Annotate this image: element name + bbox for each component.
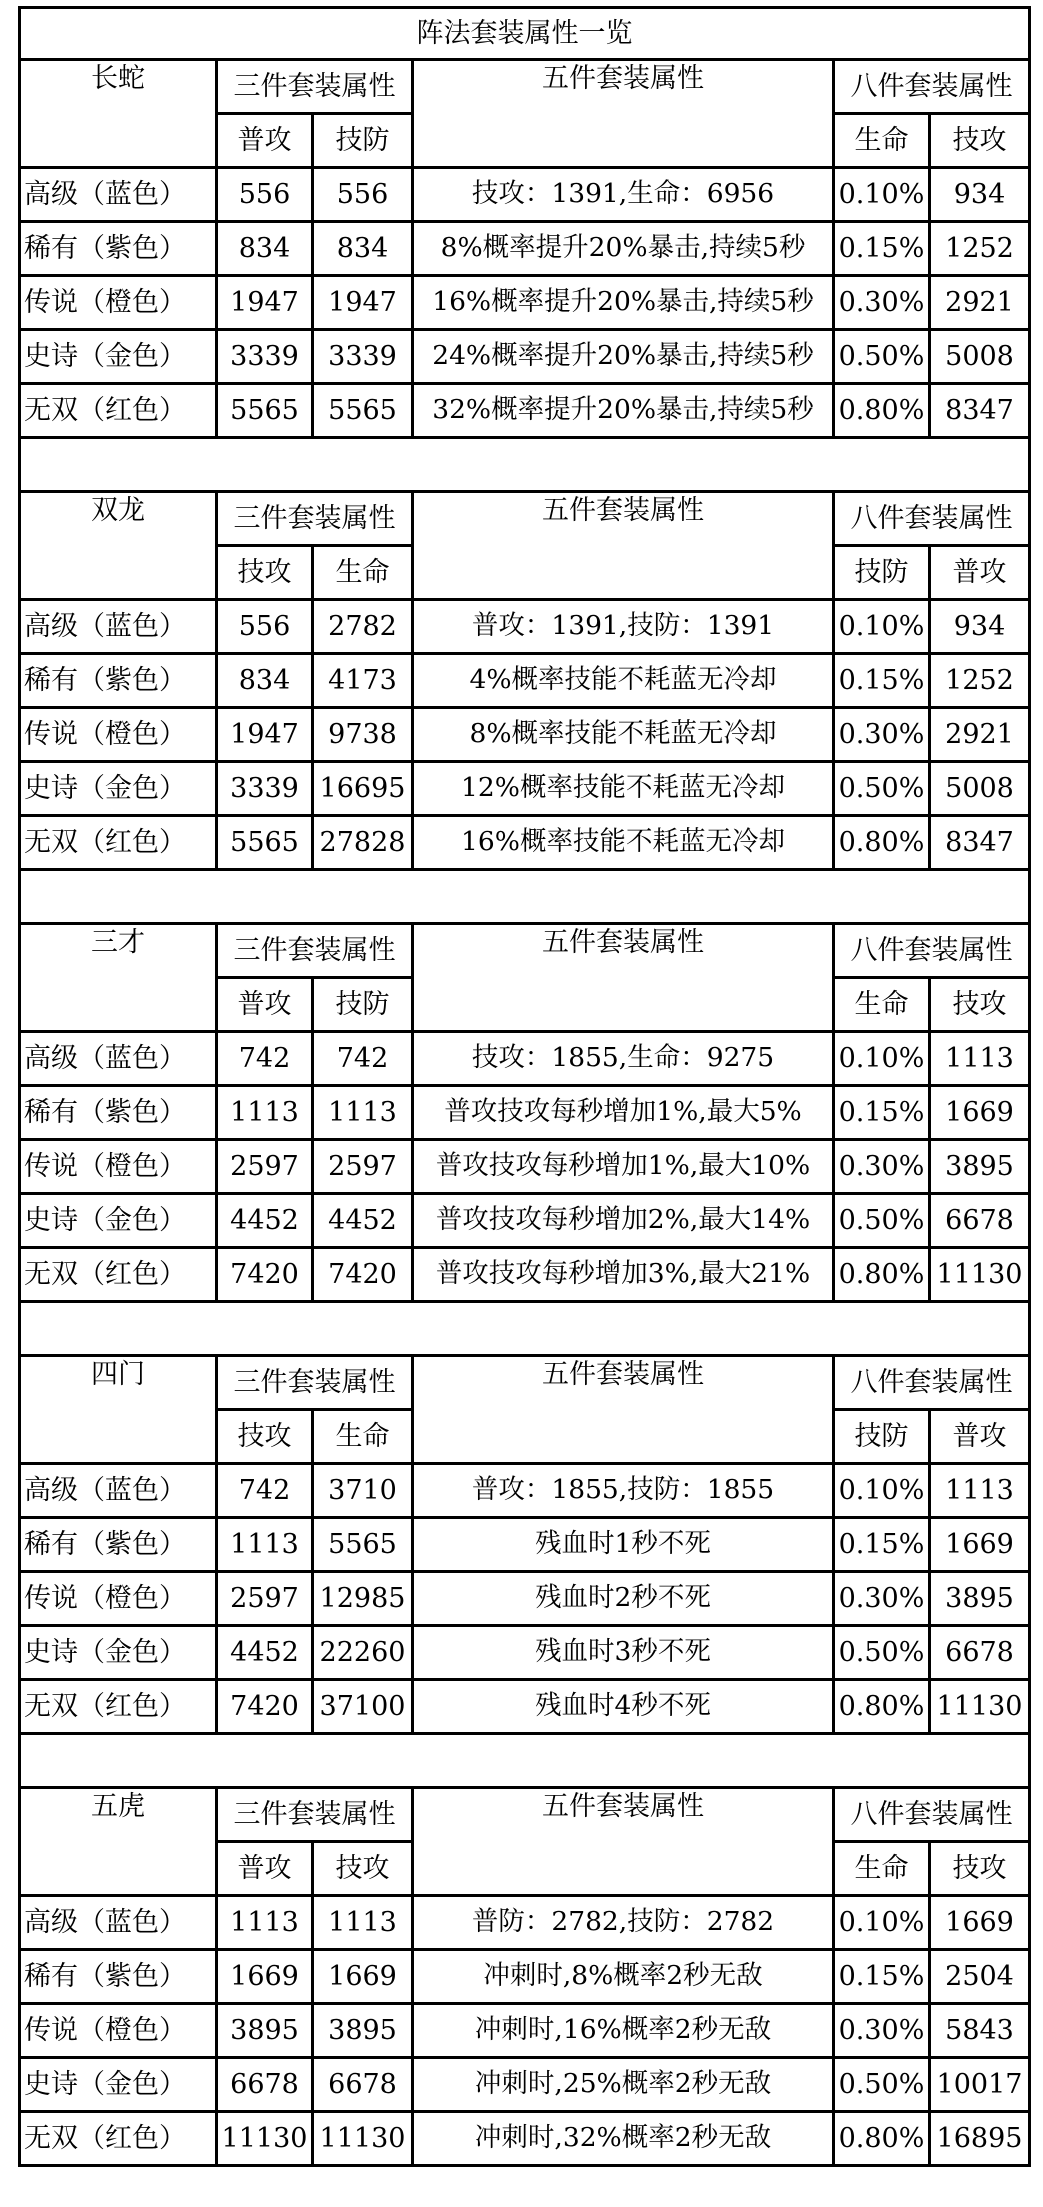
tier-label: 传说（橙色） [20,708,217,762]
three-stat-value-2: 3339 [313,330,413,384]
three-stat-label-1: 技攻 [217,1410,313,1464]
eight-piece-header: 八件套装属性 [834,492,1030,546]
three-stat-value-1: 1947 [217,276,313,330]
three-stat-value-2: 1947 [313,276,413,330]
eight-stat-label-1: 技防 [834,546,930,600]
eight-stat-label-2: 技攻 [930,978,1030,1032]
set-name: 长蛇 [20,60,217,168]
eight-stat-value-1: 0.30% [834,708,930,762]
tier-label: 稀有（紫色） [20,1950,217,2004]
tier-label: 传说（橙色） [20,276,217,330]
five-piece-effect: 普攻技攻每秒增加3%,最大21% [413,1248,834,1302]
five-piece-header: 五件套装属性 [413,492,834,600]
five-piece-effect: 残血时4秒不死 [413,1680,834,1734]
three-stat-value-2: 2782 [313,600,413,654]
eight-stat-value-2: 6678 [930,1626,1030,1680]
five-piece-effect: 普攻技攻每秒增加1%,最大5% [413,1086,834,1140]
three-stat-value-2: 3710 [313,1464,413,1518]
three-stat-value-2: 11130 [313,2112,413,2166]
eight-stat-value-2: 2921 [930,708,1030,762]
five-piece-header: 五件套装属性 [413,1356,834,1464]
three-stat-value-1: 556 [217,168,313,222]
eight-stat-value-1: 0.10% [834,1032,930,1086]
spacer-cell [20,438,1030,492]
three-stat-value-1: 1669 [217,1950,313,2004]
eight-stat-value-1: 0.30% [834,1140,930,1194]
five-piece-effect: 12%概率技能不耗蓝无冷却 [413,762,834,816]
five-piece-effect: 8%概率提升20%暴击,持续5秒 [413,222,834,276]
tier-label: 高级（蓝色） [20,1032,217,1086]
table-row [20,384,1030,438]
eight-stat-label-2: 技攻 [930,114,1030,168]
three-stat-label-1: 普攻 [217,1842,313,1896]
eight-piece-header: 八件套装属性 [834,1788,1030,1842]
eight-stat-value-1: 0.80% [834,816,930,870]
eight-stat-value-2: 6678 [930,1194,1030,1248]
three-stat-label-2: 技防 [313,114,413,168]
eight-stat-value-2: 1669 [930,1086,1030,1140]
eight-piece-header: 八件套装属性 [834,60,1030,114]
table-row [20,1032,1030,1086]
three-stat-value-2: 1113 [313,1896,413,1950]
eight-stat-value-2: 1669 [930,1518,1030,1572]
three-stat-value-1: 742 [217,1464,313,1518]
table-row [20,1140,1030,1194]
three-stat-value-1: 1113 [217,1896,313,1950]
five-piece-effect: 普攻：1855,技防：1855 [413,1464,834,1518]
set-header-row [20,924,1030,978]
eight-stat-label-2: 普攻 [930,1410,1030,1464]
three-stat-label-2: 技攻 [313,1842,413,1896]
spacer-cell [20,1734,1030,1788]
title-row [20,8,1030,60]
three-piece-header: 三件套装属性 [217,1356,413,1410]
table-title: 阵法套装属性一览 [20,8,1030,60]
eight-stat-value-1: 0.10% [834,1896,930,1950]
set-header-row [20,492,1030,546]
five-piece-effect: 冲刺时,8%概率2秒无敌 [413,1950,834,2004]
table-row [20,2004,1030,2058]
tier-label: 史诗（金色） [20,762,217,816]
table-row [20,816,1030,870]
three-stat-value-2: 1113 [313,1086,413,1140]
block-spacer [20,870,1030,924]
table-row [20,276,1030,330]
five-piece-effect: 16%概率提升20%暴击,持续5秒 [413,276,834,330]
five-piece-effect: 32%概率提升20%暴击,持续5秒 [413,384,834,438]
eight-stat-value-1: 0.50% [834,1194,930,1248]
set-name: 五虎 [20,1788,217,1896]
table-row [20,168,1030,222]
table-row [20,2112,1030,2166]
set-name: 四门 [20,1356,217,1464]
five-piece-effect: 普攻技攻每秒增加2%,最大14% [413,1194,834,1248]
three-stat-label-2: 技防 [313,978,413,1032]
three-stat-value-1: 7420 [217,1248,313,1302]
three-stat-label-1: 普攻 [217,114,313,168]
three-stat-value-2: 834 [313,222,413,276]
block-spacer [20,1734,1030,1788]
three-stat-value-1: 2597 [217,1572,313,1626]
eight-stat-value-1: 0.80% [834,1248,930,1302]
eight-stat-value-2: 1113 [930,1464,1030,1518]
three-stat-value-2: 2597 [313,1140,413,1194]
tier-label: 传说（橙色） [20,2004,217,2058]
eight-stat-value-2: 11130 [930,1680,1030,1734]
three-stat-value-2: 27828 [313,816,413,870]
three-stat-value-2: 12985 [313,1572,413,1626]
five-piece-effect: 残血时2秒不死 [413,1572,834,1626]
table-row [20,222,1030,276]
five-piece-effect: 4%概率技能不耗蓝无冷却 [413,654,834,708]
three-stat-value-1: 742 [217,1032,313,1086]
set-name: 三才 [20,924,217,1032]
eight-stat-value-1: 0.80% [834,2112,930,2166]
three-piece-header: 三件套装属性 [217,924,413,978]
eight-stat-value-1: 0.30% [834,1572,930,1626]
eight-stat-value-2: 934 [930,168,1030,222]
eight-stat-value-1: 0.30% [834,276,930,330]
three-stat-value-2: 7420 [313,1248,413,1302]
eight-stat-value-2: 1252 [930,222,1030,276]
eight-stat-value-1: 0.80% [834,1680,930,1734]
eight-stat-value-1: 0.50% [834,330,930,384]
eight-stat-value-1: 0.15% [834,222,930,276]
eight-stat-value-2: 10017 [930,2058,1030,2112]
set-header-row [20,60,1030,114]
eight-stat-value-2: 5843 [930,2004,1030,2058]
three-stat-value-1: 5565 [217,816,313,870]
three-stat-value-1: 834 [217,222,313,276]
set-header-row [20,1788,1030,1842]
three-piece-header: 三件套装属性 [217,492,413,546]
tier-label: 稀有（紫色） [20,1086,217,1140]
five-piece-effect: 普防：2782,技防：2782 [413,1896,834,1950]
eight-stat-value-2: 3895 [930,1140,1030,1194]
eight-stat-label-2: 普攻 [930,546,1030,600]
tier-label: 无双（红色） [20,2112,217,2166]
three-stat-value-1: 1113 [217,1086,313,1140]
eight-stat-label-1: 生命 [834,1842,930,1896]
three-stat-value-2: 3895 [313,2004,413,2058]
five-piece-effect: 普攻：1391,技防：1391 [413,600,834,654]
five-piece-effect: 残血时1秒不死 [413,1518,834,1572]
table-row [20,1680,1030,1734]
eight-stat-value-1: 0.50% [834,762,930,816]
three-stat-value-1: 834 [217,654,313,708]
three-stat-value-1: 11130 [217,2112,313,2166]
three-stat-value-1: 2597 [217,1140,313,1194]
eight-stat-value-2: 8347 [930,384,1030,438]
three-stat-label-1: 技攻 [217,546,313,600]
table-row [20,708,1030,762]
three-stat-value-1: 7420 [217,1680,313,1734]
three-stat-label-2: 生命 [313,546,413,600]
table-row [20,1626,1030,1680]
three-stat-value-2: 9738 [313,708,413,762]
tier-label: 史诗（金色） [20,1194,217,1248]
three-stat-value-2: 5565 [313,384,413,438]
table-row [20,330,1030,384]
three-stat-value-1: 3339 [217,762,313,816]
spacer-cell [20,870,1030,924]
tier-label: 无双（红色） [20,816,217,870]
tier-label: 稀有（紫色） [20,654,217,708]
block-spacer [20,438,1030,492]
table-row [20,1248,1030,1302]
three-stat-value-2: 1669 [313,1950,413,2004]
eight-stat-value-2: 5008 [930,330,1030,384]
table-row [20,1086,1030,1140]
table-row [20,600,1030,654]
eight-stat-value-1: 0.15% [834,1950,930,2004]
eight-stat-value-2: 3895 [930,1572,1030,1626]
table-row [20,1572,1030,1626]
tier-label: 无双（红色） [20,1680,217,1734]
three-stat-value-2: 6678 [313,2058,413,2112]
three-stat-value-1: 6678 [217,2058,313,2112]
three-stat-value-1: 5565 [217,384,313,438]
eight-stat-value-1: 0.80% [834,384,930,438]
eight-stat-value-2: 2504 [930,1950,1030,2004]
five-piece-effect: 冲刺时,32%概率2秒无敌 [413,2112,834,2166]
tier-label: 高级（蓝色） [20,1896,217,1950]
three-stat-value-2: 742 [313,1032,413,1086]
eight-stat-value-2: 11130 [930,1248,1030,1302]
eight-stat-value-2: 1252 [930,654,1030,708]
table-row [20,1194,1030,1248]
three-piece-header: 三件套装属性 [217,1788,413,1842]
eight-stat-label-1: 生命 [834,114,930,168]
three-stat-value-2: 16695 [313,762,413,816]
three-stat-value-2: 4173 [313,654,413,708]
eight-stat-label-2: 技攻 [930,1842,1030,1896]
five-piece-effect: 残血时3秒不死 [413,1626,834,1680]
set-header-row [20,1356,1030,1410]
three-stat-value-2: 4452 [313,1194,413,1248]
three-stat-label-2: 生命 [313,1410,413,1464]
table-row [20,654,1030,708]
eight-stat-value-2: 16895 [930,2112,1030,2166]
three-stat-label-1: 普攻 [217,978,313,1032]
five-piece-effect: 冲刺时,16%概率2秒无敌 [413,2004,834,2058]
five-piece-effect: 24%概率提升20%暴击,持续5秒 [413,330,834,384]
five-piece-effect: 普攻技攻每秒增加1%,最大10% [413,1140,834,1194]
spacer-cell [20,1302,1030,1356]
three-stat-value-1: 1947 [217,708,313,762]
eight-piece-header: 八件套装属性 [834,1356,1030,1410]
eight-stat-value-1: 0.10% [834,168,930,222]
table-row [20,1950,1030,2004]
five-piece-header: 五件套装属性 [413,60,834,168]
tier-label: 高级（蓝色） [20,1464,217,1518]
three-stat-value-1: 1113 [217,1518,313,1572]
three-stat-value-1: 556 [217,600,313,654]
five-piece-effect: 技攻：1855,生命：9275 [413,1032,834,1086]
eight-stat-value-1: 0.50% [834,1626,930,1680]
three-stat-value-2: 556 [313,168,413,222]
eight-stat-value-2: 934 [930,600,1030,654]
three-stat-value-1: 4452 [217,1626,313,1680]
eight-stat-value-1: 0.15% [834,1518,930,1572]
block-spacer [20,1302,1030,1356]
formation-set-table [18,6,1031,2167]
three-stat-value-2: 37100 [313,1680,413,1734]
five-piece-header: 五件套装属性 [413,924,834,1032]
table-row [20,2058,1030,2112]
tier-label: 传说（橙色） [20,1140,217,1194]
tier-label: 高级（蓝色） [20,600,217,654]
five-piece-effect: 16%概率技能不耗蓝无冷却 [413,816,834,870]
eight-stat-value-2: 2921 [930,276,1030,330]
eight-stat-value-1: 0.50% [834,2058,930,2112]
tier-label: 高级（蓝色） [20,168,217,222]
five-piece-effect: 8%概率技能不耗蓝无冷却 [413,708,834,762]
eight-stat-value-2: 1669 [930,1896,1030,1950]
eight-stat-value-2: 8347 [930,816,1030,870]
three-stat-value-2: 22260 [313,1626,413,1680]
eight-stat-value-2: 1113 [930,1032,1030,1086]
five-piece-effect: 技攻：1391,生命：6956 [413,168,834,222]
tier-label: 史诗（金色） [20,1626,217,1680]
eight-stat-value-2: 5008 [930,762,1030,816]
eight-piece-header: 八件套装属性 [834,924,1030,978]
tier-label: 无双（红色） [20,1248,217,1302]
table-row [20,1464,1030,1518]
eight-stat-value-1: 0.30% [834,2004,930,2058]
eight-stat-value-1: 0.15% [834,654,930,708]
table-row [20,1896,1030,1950]
three-stat-value-1: 3339 [217,330,313,384]
tier-label: 稀有（紫色） [20,1518,217,1572]
eight-stat-value-1: 0.10% [834,1464,930,1518]
three-stat-value-1: 4452 [217,1194,313,1248]
three-stat-value-2: 5565 [313,1518,413,1572]
tier-label: 史诗（金色） [20,2058,217,2112]
tier-label: 史诗（金色） [20,330,217,384]
tier-label: 无双（红色） [20,384,217,438]
three-piece-header: 三件套装属性 [217,60,413,114]
three-stat-value-1: 3895 [217,2004,313,2058]
table-row [20,762,1030,816]
set-name: 双龙 [20,492,217,600]
table-row [20,1518,1030,1572]
eight-stat-value-1: 0.15% [834,1086,930,1140]
eight-stat-label-1: 技防 [834,1410,930,1464]
tier-label: 稀有（紫色） [20,222,217,276]
five-piece-header: 五件套装属性 [413,1788,834,1896]
eight-stat-label-1: 生命 [834,978,930,1032]
eight-stat-value-1: 0.10% [834,600,930,654]
tier-label: 传说（橙色） [20,1572,217,1626]
five-piece-effect: 冲刺时,25%概率2秒无敌 [413,2058,834,2112]
